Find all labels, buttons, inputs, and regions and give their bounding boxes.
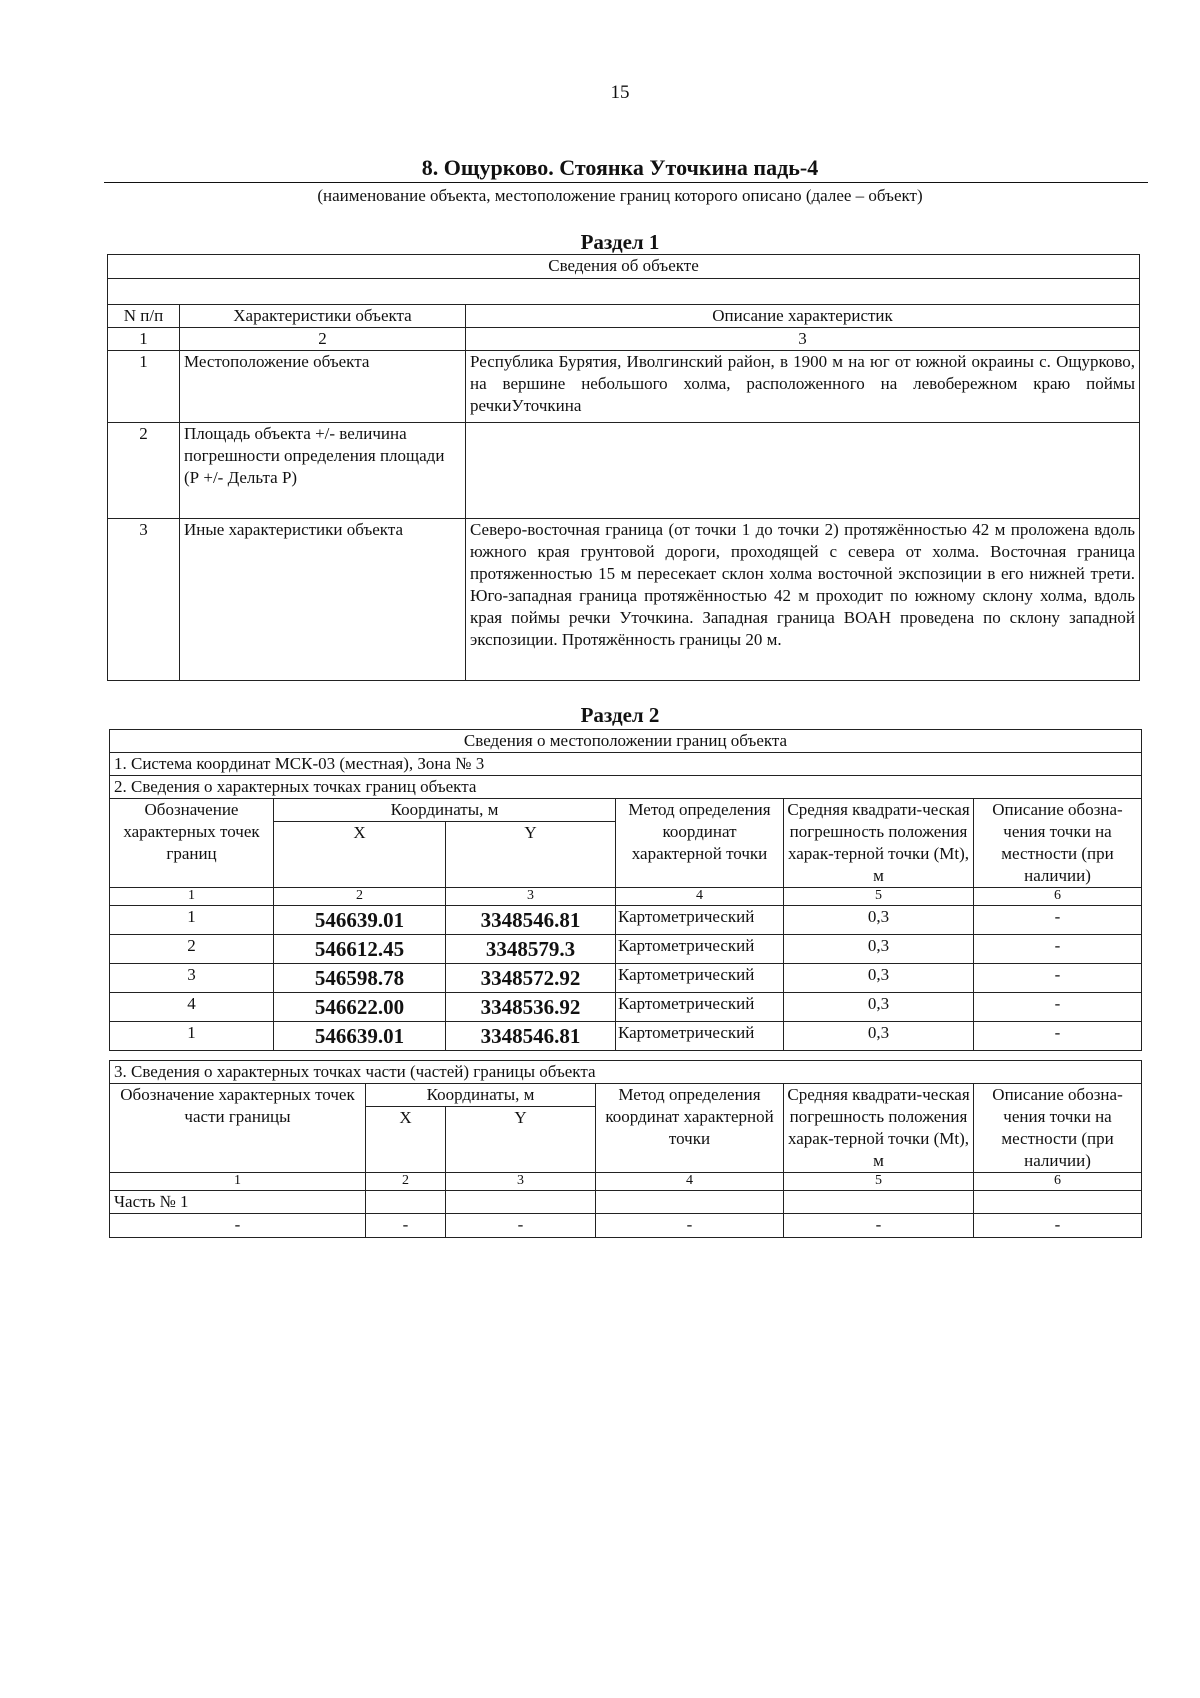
- table-row: [110, 1022, 1142, 1051]
- header-error: Средняя квадрати-ческая погрешность положения харак-терной точки (Mt), м: [784, 799, 974, 888]
- point-error: 0,3: [784, 993, 974, 1022]
- points-caption: 2. Сведения о характерных точках границ объекта: [110, 776, 1142, 799]
- row-description: Республика Бурятия, Иволгинский район, в 1900 м на юг от южной окраины с. Ощурково, на вершине небольшого холма, расположенного на левобережном краю поймы речкиУточкина: [466, 351, 1140, 423]
- point-method: Картометрический: [616, 993, 784, 1022]
- document-subtitle: (наименование объекта, местоположение границ которого описано (далее – объект): [317, 186, 923, 205]
- point-y: 3348546.81: [446, 1022, 616, 1051]
- point-description: -: [974, 993, 1142, 1022]
- parts-header-error: Средняя квадрати-ческая погрешность положения харак-терной точки (Mt), м: [784, 1084, 974, 1173]
- header-point-description: Описание обозна-чения точки на местности (при наличии): [974, 799, 1142, 888]
- section1-table: [107, 254, 1140, 681]
- point-id: 1: [110, 1022, 274, 1051]
- part-cell: -: [596, 1214, 784, 1238]
- empty-cell: [366, 1191, 446, 1214]
- table-row: [108, 519, 1140, 681]
- col-number: 3: [446, 1173, 596, 1191]
- row-name: Площадь объекта +/- величина погрешности определения площади (Р +/- Дельта Р): [180, 423, 466, 519]
- table-row: [110, 1191, 1142, 1214]
- point-y: 3348572.92: [446, 964, 616, 993]
- col-number: 2: [366, 1173, 446, 1191]
- point-error: 0,3: [784, 1022, 974, 1051]
- empty-cell: [974, 1191, 1142, 1214]
- section1-caption: Сведения об объекте: [108, 255, 1140, 279]
- parts-header-coordinates: Координаты, м: [366, 1084, 596, 1107]
- header-description: Описание характеристик: [466, 305, 1140, 328]
- empty-cell: [446, 1191, 596, 1214]
- point-method: Картометрический: [616, 1022, 784, 1051]
- header-n: N п/п: [108, 305, 180, 328]
- part-cell: -: [110, 1214, 366, 1238]
- point-id: 4: [110, 993, 274, 1022]
- header-method: Метод определения координат характерной точки: [616, 799, 784, 888]
- section2-caption: Сведения о местоположении границ объекта: [110, 730, 1142, 753]
- row-description: Северо-восточная граница (от точки 1 до точки 2) протяжённостью 42 м проложена вдоль южного края грунтовой дороги, проходящей с севера от холма. Восточная граница протяженностью 15 м пересекает склон холма восточной экспозиции в его нижней трети. Юго-западная граница протяжённостью 42 м проходит по южному склону холма, вдоль края поймы речки Уточкина. Западная граница ВОАН проведена по склону западной экспозиции. Протяжённость границы 20 м.: [466, 519, 1140, 681]
- page-number: 15: [610, 82, 630, 103]
- col-number: 4: [596, 1173, 784, 1191]
- section1-heading: Раздел 1: [580, 230, 660, 254]
- point-x: 546622.00: [274, 993, 446, 1022]
- part-label: Часть № 1: [110, 1191, 366, 1214]
- document-title: 8. Ощурково. Стоянка Уточкина падь-4: [421, 155, 819, 180]
- part-cell: -: [974, 1214, 1142, 1238]
- col-number: 4: [616, 888, 784, 906]
- row-name: Иные характеристики объекта: [180, 519, 466, 681]
- col-number: 1: [110, 888, 274, 906]
- point-description: -: [974, 964, 1142, 993]
- section2-table: [109, 729, 1142, 1051]
- parts-table: [109, 1060, 1142, 1238]
- point-error: 0,3: [784, 935, 974, 964]
- point-x: 546598.78: [274, 964, 446, 993]
- col-number: 2: [274, 888, 446, 906]
- table-row: [110, 993, 1142, 1022]
- point-x: 546612.45: [274, 935, 446, 964]
- point-description: -: [974, 1022, 1142, 1051]
- point-y: 3348546.81: [446, 906, 616, 935]
- col-number: 6: [974, 888, 1142, 906]
- table-row: [110, 1214, 1142, 1238]
- row-number: 2: [108, 423, 180, 519]
- point-description: -: [974, 935, 1142, 964]
- header-x: X: [274, 822, 446, 888]
- col-number: 5: [784, 1173, 974, 1191]
- parts-header-x: X: [366, 1107, 446, 1173]
- point-id: 2: [110, 935, 274, 964]
- empty-cell: [596, 1191, 784, 1214]
- table-row: [108, 423, 1140, 519]
- section2-heading: Раздел 2: [580, 703, 660, 727]
- col-number: 1: [110, 1173, 366, 1191]
- point-x: 546639.01: [274, 1022, 446, 1051]
- table-row: [110, 935, 1142, 964]
- point-description: -: [974, 906, 1142, 935]
- col-number: 6: [974, 1173, 1142, 1191]
- col-number: 5: [784, 888, 974, 906]
- point-id: 1: [110, 906, 274, 935]
- parts-header-y: Y: [446, 1107, 596, 1173]
- table-row: [110, 964, 1142, 993]
- title-underline: [104, 182, 1148, 183]
- col-number: 3: [466, 328, 1140, 351]
- point-y: 3348536.92: [446, 993, 616, 1022]
- point-id: 3: [110, 964, 274, 993]
- parts-header-designation: Обозначение характерных точек части границы: [110, 1084, 366, 1173]
- row-number: 1: [108, 351, 180, 423]
- point-error: 0,3: [784, 906, 974, 935]
- header-coordinates: Координаты, м: [274, 799, 616, 822]
- col-number: 2: [180, 328, 466, 351]
- col-number: 1: [108, 328, 180, 351]
- point-error: 0,3: [784, 964, 974, 993]
- point-y: 3348579.3: [446, 935, 616, 964]
- row-description: [466, 423, 1140, 519]
- point-method: Картометрический: [616, 935, 784, 964]
- col-number: 3: [446, 888, 616, 906]
- header-y: Y: [446, 822, 616, 888]
- row-number: 3: [108, 519, 180, 681]
- part-cell: -: [784, 1214, 974, 1238]
- part-cell: -: [446, 1214, 596, 1238]
- header-characteristic: Характеристики объекта: [180, 305, 466, 328]
- empty-cell: [784, 1191, 974, 1214]
- table-row: [108, 351, 1140, 423]
- point-method: Картометрический: [616, 964, 784, 993]
- parts-header-method: Метод определения координат характерной точки: [596, 1084, 784, 1173]
- parts-caption: 3. Сведения о характерных точках части (частей) границы объекта: [110, 1061, 1142, 1084]
- parts-header-point-description: Описание обозна-чения точки на местности (при наличии): [974, 1084, 1142, 1173]
- row-name: Местоположение объекта: [180, 351, 466, 423]
- coordinate-system: 1. Система координат МСК-03 (местная), Зона № 3: [110, 753, 1142, 776]
- header-designation: Обозначение характерных точек границ: [110, 799, 274, 888]
- point-x: 546639.01: [274, 906, 446, 935]
- table-row: [110, 906, 1142, 935]
- point-method: Картометрический: [616, 906, 784, 935]
- part-cell: -: [366, 1214, 446, 1238]
- section1-empty-row: [108, 279, 1140, 305]
